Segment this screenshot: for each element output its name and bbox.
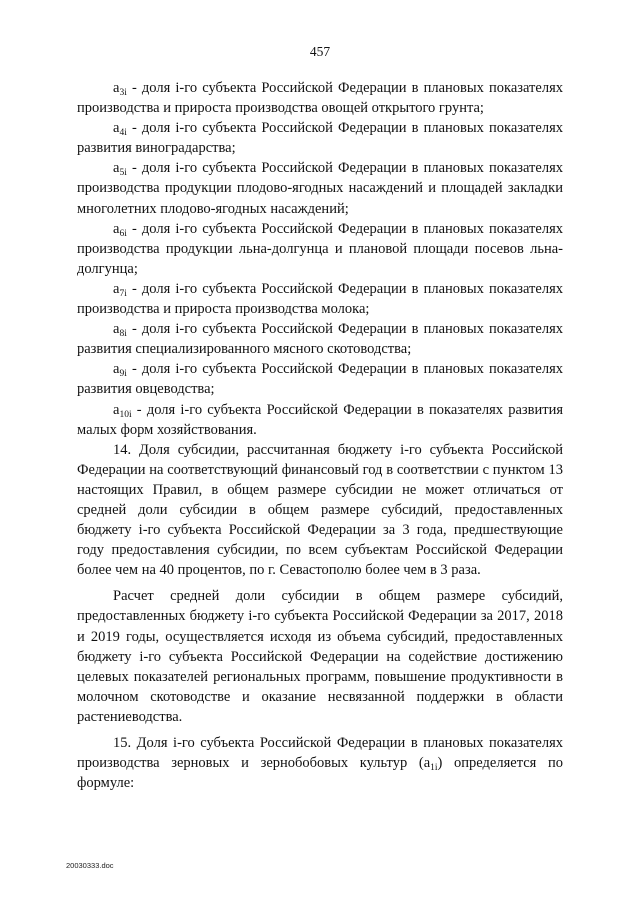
symbol-letter: a — [113, 401, 120, 418]
formula-symbol — [113, 120, 127, 139]
definition-text: - доля i-го субъекта Российской Федерации в плановых показателях развития специализированного мясного скотоводства; — [77, 321, 563, 358]
definition-item — [77, 359, 563, 399]
paragraph-15-before: 15. Доля i-го субъекта Российской Федерации в плановых показателях производства зерновых и зернобобовых культур ( — [77, 735, 563, 772]
definitions-list — [77, 78, 563, 440]
symbol-letter: a — [113, 280, 120, 297]
definition-item — [77, 219, 563, 279]
symbol-subscript: 8i — [119, 329, 127, 340]
formula-symbol — [113, 281, 127, 297]
symbol-letter: a — [113, 160, 120, 177]
page-number: 457 — [309, 44, 331, 59]
paragraph-calculation: Расчет средней доли субсидии в общем размере субсидий, предоставленных бюджету i-го субъекта Российской Федерации за 2017, 2018 и 2019 годы, осуществляется исходя из объема субсидий, предоставленных бюджету i-го субъекта Российской Федерации на содействие достижению целевых показателей региональных программ, повышение продуктивности в молочном скотоводстве и оказание несвязанной поддержки в области растениеводства. — [77, 588, 563, 725]
symbol-letter: a — [423, 755, 431, 772]
definition-item — [77, 279, 563, 319]
symbol-letter: a — [113, 220, 120, 237]
formula-symbol — [113, 361, 127, 380]
symbol-subscript: 5i — [119, 168, 127, 179]
definition-text: - доля i-го субъекта Российской Федерации в показателях развития малых форм хозяйствования. — [77, 401, 563, 438]
definition-item — [77, 158, 563, 218]
symbol-letter: a — [113, 120, 120, 137]
symbol-subscript: 3i — [119, 88, 127, 98]
formula-symbol — [113, 321, 127, 340]
definition-item — [77, 118, 563, 158]
definition-text: - доля i-го субъекта Российской Федерации в плановых показателях развития овцеводства; — [77, 361, 563, 398]
formula-symbol — [113, 402, 132, 418]
symbol-letter: a — [113, 321, 120, 338]
paragraph-15 — [77, 733, 563, 793]
document-body — [77, 78, 563, 793]
symbol-subscript: 9i — [119, 369, 127, 380]
formula-symbol — [113, 160, 127, 179]
formula-symbol — [113, 221, 127, 237]
formula-symbol — [423, 755, 438, 774]
symbol-subscript: 6i — [119, 228, 127, 239]
definition-item — [77, 319, 563, 359]
definition-text: - доля i-го субъекта Российской Федерации в плановых показателях производства и прироста производства молока; — [77, 280, 563, 318]
symbol-letter: a — [113, 80, 120, 96]
paragraph-15-after: ) определяется по формуле: — [77, 755, 563, 792]
symbol-subscript: 1i — [430, 763, 438, 774]
formula-symbol — [113, 80, 127, 96]
symbol-letter: a — [113, 361, 120, 378]
definition-item — [77, 78, 563, 118]
symbol-subscript: 4i — [119, 128, 127, 139]
definition-item — [77, 400, 563, 440]
symbol-subscript: 10i — [119, 409, 132, 420]
paragraph-14: 14. Доля субсидии, рассчитанная бюджету i-го субъекта Российской Федерации на соответствующий финансовый год в соответствии с пунктом 13 настоящих Правил, в общем размере субсидии не может отличаться от средней доли субсидии в общем размере субсидий, предоставленных бюджету i-го субъекта Российской Федерации за 3 года, предшествующие году предоставления субсидии, по всем субъектам Российской Федерации более чем на 40 процентов, по г. Севастополю более чем в 3 раза. — [77, 441, 563, 579]
definition-text: - доля i-го субъекта Российской Федерации в плановых показателях развития виноградарства; — [77, 120, 563, 157]
symbol-subscript: 7i — [119, 288, 127, 299]
definition-text: - доля i-го субъекта Российской Федерации в плановых показателях производства продукции плодово-ягодных насаждений и площадей закладки многолетних плодово-ягодных насаждений; — [77, 160, 563, 217]
definition-text: - доля i-го субъекта Российской Федерации в плановых показателях производства и прироста производства овощей открытого грунта; — [77, 80, 563, 117]
file-name-footer: 20030333.doc — [66, 861, 114, 870]
definition-text: - доля i-го субъекта Российской Федерации в плановых показателях производства продукции льна-долгунца и плановой площади посевов льна-долгунца; — [77, 220, 563, 277]
